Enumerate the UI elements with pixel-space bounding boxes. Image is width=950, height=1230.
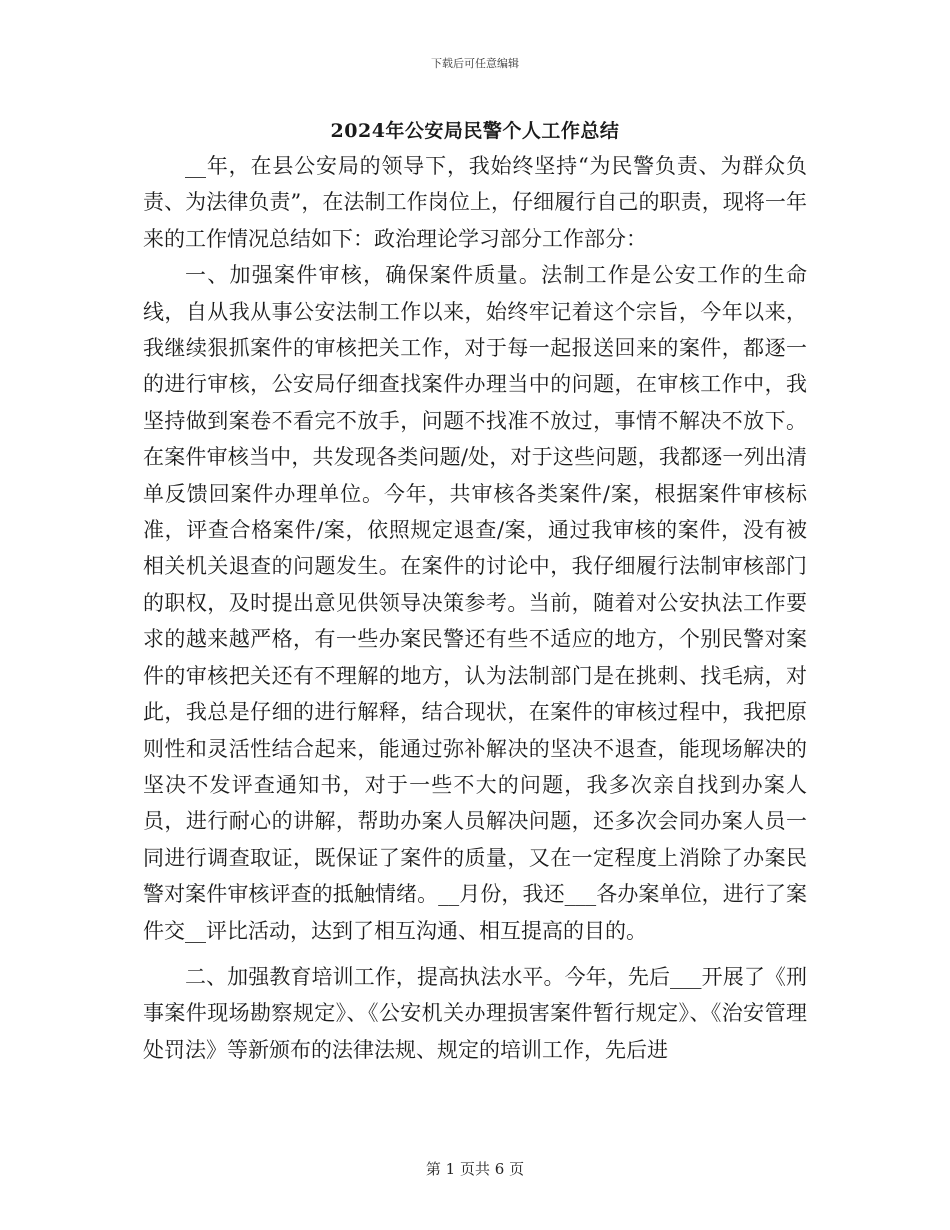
- header-note: 下载后可任意编辑: [431, 57, 519, 70]
- page-indicator: 第 1 页共 6 页: [425, 1160, 525, 1178]
- document-title: 2024年公安局民警个人工作总结: [330, 120, 620, 142]
- paragraph-section-1: 一、加强案件审核，确保案件质量。法制工作是公安工作的生命线，自从我从事公安法制工作以来，始终牢记着这个宗旨，今年以来，我继续狠抓案件的审核把关工作，对于每一起报送回来的案件，都逐一的进行审核，公安局仔细查找案件办理当中的问题，在审核工作中，我坚持做到案卷不看完不放手，问题不找准不放过，事情不解决不放下。在案件审核当中，共发现各类问题/处，对于这些问题，我都逐一列出清单反馈回案件办理单位。今年，共审核各类案件/案，根据案件审核标准，评查合格案件/案，依照规定退查/案，通过我审核的案件，没有被相关机关退查的问题发生。在案件的讨论中，我仔细履行法制审核部门的职权，及时提出意见供领导决策参考。当前，随着对公安执法工作要求的越来越严格，有一些办案民警还有些不适应的地方，个别民警对案件的审核把关还有不理解的地方，认为法制部门是在挑刺、找毛病，对此，我总是仔细的进行解释，结合现状，在案件的审核过程中，我把原则性和灵活性结合起来，能通过弥补解决的坚决不退查，能现场解决的坚决不发评查通知书，对于一些不大的问题，我多次亲自找到办案人员，进行耐心的讲解，帮助办案人员解决问题，还多次会同办案人员一同进行调查取证，既保证了案件的质量，又在一定程度上消除了办案民警对案件审核评查的抵触情绪。__月份，我还___各办案单位，进行了案件交__评比活动，达到了相互沟通、相互提高的目的。: [143, 263, 807, 943]
- document-body: [143, 148, 807, 1068]
- paragraph-intro: __年，在县公安局的领导下，我始终坚持“为民警负责、为群众负责、为法律负责”，在法制工作岗位上，仔细履行自己的职责，现将一年来的工作情况总结如下：政治理论学习部分工作部分：: [143, 154, 807, 251]
- paragraph-section-2: 二、加强教育培训工作，提高执法水平。今年，先后___开展了《刑事案件现场勘察规定》、《公安机关办理损害案件暂行规定》、《治安管理处罚法》等新颁布的法律法规、规定的培训工作，先后进: [143, 964, 807, 1062]
